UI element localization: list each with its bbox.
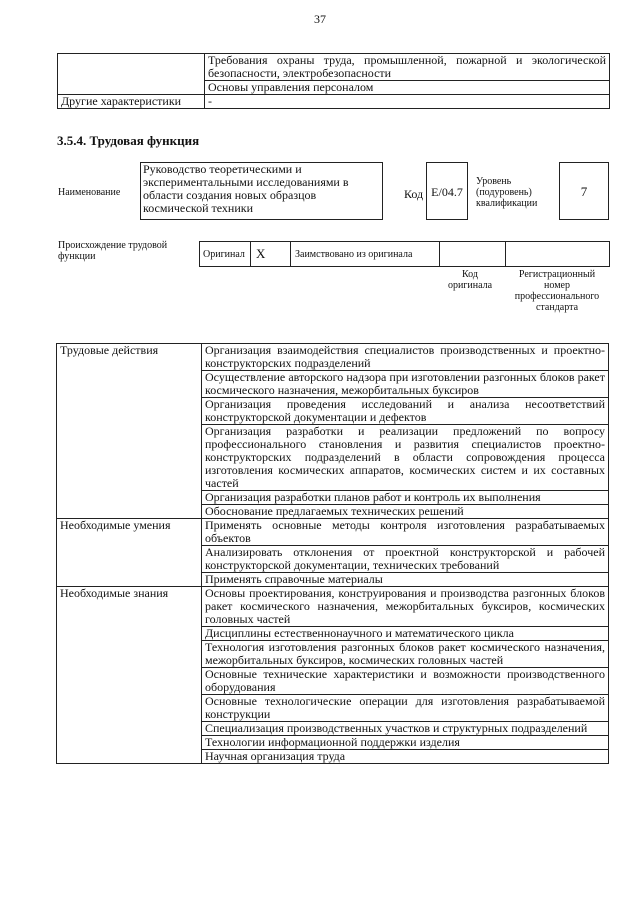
table-row	[57, 344, 609, 371]
item-cell: Организация разработки планов работ и контроль их выполнения	[202, 491, 609, 505]
item-cell: Обоснование предлагаемых технических решений	[202, 505, 609, 519]
table-row	[57, 519, 609, 546]
item-cell: Организация проведения исследований и анализа несоответствий конструкторской документации и дефектов	[202, 398, 609, 425]
table-cell-value: Основы управления персоналом	[205, 81, 610, 95]
divider	[439, 242, 440, 266]
item-cell: Применять основные методы контроля изготовления разрабатываемых объектов	[202, 519, 609, 546]
function-name-box: Руководство теоретическими и экспериментальными исследованиями в области создания новых образцов космической техники	[140, 162, 383, 220]
item-cell: Осуществление авторского надзора при изготовлении разгонных блоков ракет космического назначения, межорбитальных буксиров	[202, 371, 609, 398]
origin-box	[199, 241, 610, 267]
main-table	[56, 343, 609, 764]
code-label: Код	[404, 187, 424, 201]
item-cell: Технология изготовления разгонных блоков ракет космического назначения, межорбитальных буксиров, космических головных частей	[202, 641, 609, 668]
borrowed-label: Заимствовано из оригинала	[295, 249, 413, 260]
category-cell: Необходимые знания	[57, 587, 202, 764]
name-label: Наименование	[58, 187, 121, 198]
top-table	[57, 53, 610, 109]
item-cell: Основные технологические операции для изготовления разрабатываемой конструкции	[202, 695, 609, 722]
level-label: Уровень (подуровень) квалификации	[476, 176, 538, 209]
table-row	[57, 587, 609, 627]
divider	[505, 242, 506, 266]
code-caption: Код оригинала	[447, 269, 493, 291]
table-cell-label: Другие характеристики	[58, 95, 205, 109]
section-title: 3.5.4. Трудовая функция	[57, 133, 200, 148]
item-cell: Специализация производственных участков и структурных подразделений	[202, 722, 609, 736]
item-cell: Основы проектирования, конструирования и производства разгонных блоков ракет космического назначения, межорбитальных буксиров, космических головных частей	[202, 587, 609, 627]
category-cell: Необходимые умения	[57, 519, 202, 587]
origin-label: Происхождение трудовой функции	[58, 240, 168, 262]
item-cell: Дисциплины естественнонаучного и математического цикла	[202, 627, 609, 641]
original-label: Оригинал	[203, 249, 245, 260]
code-value-box: E/04.7	[426, 162, 468, 220]
divider	[290, 242, 291, 266]
page-number: 37	[314, 12, 326, 26]
table-row	[58, 81, 610, 95]
item-cell: Анализировать отклонения от проектной конструкторской и рабочей конструкторской документации, технических требований	[202, 546, 609, 573]
item-cell: Применять справочные материалы	[202, 573, 609, 587]
table-cell-value: Требования охраны труда, промышленной, пожарной и экологической безопасности, электробезопасности	[205, 54, 610, 81]
item-cell: Организация разработки и реализации предложений по вопросу профессионального становления и развития специалистов проектно-конструкторских подразделений в области сопровождения процесса изготовления космических аппаратов, космических систем и их составных частей	[202, 425, 609, 491]
item-cell: Основные технические характеристики и возможности производственного оборудования	[202, 668, 609, 695]
table-row	[58, 95, 610, 109]
table-cell-label	[58, 81, 205, 95]
table-row	[58, 54, 610, 81]
item-cell: Технологии информационной поддержки изделия	[202, 736, 609, 750]
table-cell-label	[58, 54, 205, 81]
category-cell: Трудовые действия	[57, 344, 202, 519]
item-cell: Организация взаимодействия специалистов производственных и проектно-конструкторских подразделений	[202, 344, 609, 371]
divider	[250, 242, 251, 266]
reg-caption: Регистрационный номер профессионального стандарта	[514, 269, 600, 313]
item-cell: Научная организация труда	[202, 750, 609, 764]
original-mark: X	[256, 246, 266, 261]
level-value-box: 7	[559, 162, 609, 220]
table-cell-value: -	[205, 95, 610, 109]
